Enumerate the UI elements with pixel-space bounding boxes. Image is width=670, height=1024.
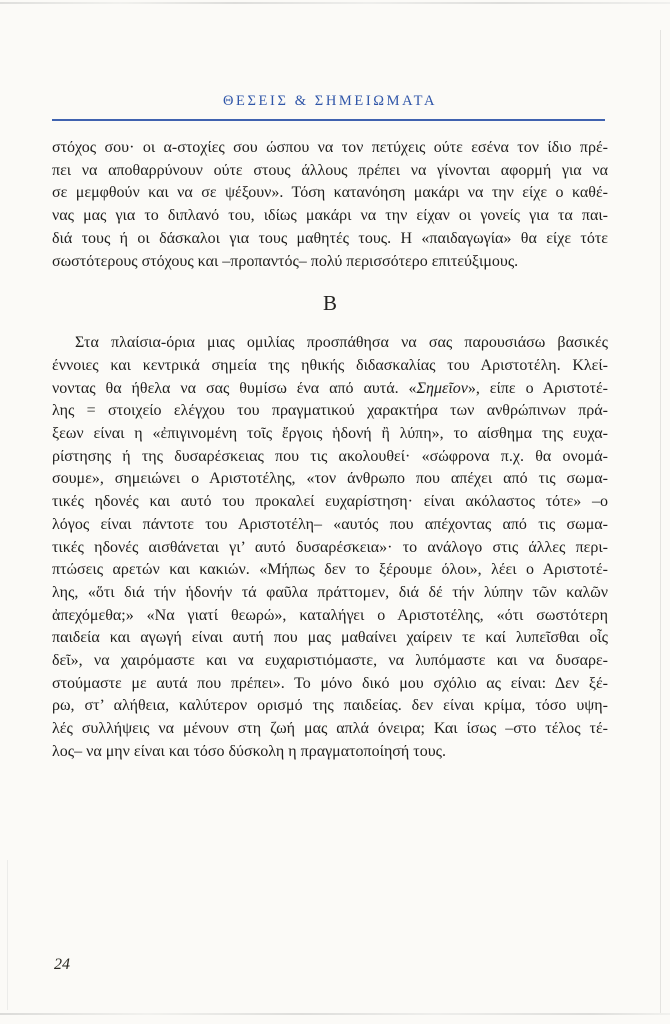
text-line: πτώσεις αρετών και κακιών. «Μήπως δεν το ξέρουμε όλοι», λέει ο Αριστοτέ- xyxy=(52,561,608,579)
text-line: ἀπεχόμεθα;» «Να γιατί θεωρώ», καταλήγει ο Αριστοτέλης, «ότι σωστότερη xyxy=(52,606,608,624)
paragraph xyxy=(52,137,608,273)
text-line: δεῖ», να χαιρόμαστε και να ευχαριστιόμαστε, να λυπόμαστε και να δυσαρε- xyxy=(52,652,608,670)
text-line: σουμε», σημειώνει ο Αριστοτέλης, «τον άνθρωπο που απέχει από τις σωμα- xyxy=(52,470,608,488)
text-line: λης = στοιχείο ελέγχου του πραγματικού χαρακτήρα των ανθρώπινων πρά- xyxy=(52,402,608,420)
text-line: στούμαστε με αυτά που πρέπει». Το μόνο δικό μου σχόλιο ας είναι: Δεν ξέ- xyxy=(52,674,608,692)
text-line: λης, «ὅτι διά τήν ἡδονήν τά φαῦλα πράττομεν, διά δέ τήν λύπην τῶν καλῶν xyxy=(52,583,608,601)
paragraph xyxy=(52,332,608,763)
text-line: τικές ηδονές και αυτό του προκαλεί ευχαρίστηση· είναι ακόλαστος τότε» –ο xyxy=(52,493,608,511)
running-header-title: ΘΕΣΕΙΣ & ΣΗΜΕΙΩΜΑΤΑ xyxy=(222,93,438,109)
text-line: λος– να μην είναι και τόσο δύσκολη η πραγματοποίησή τους. xyxy=(52,742,446,760)
text-line: παιδεία και αγωγή είναι αυτή που μας μαθαίνει χαίρειν τε καί λυπεῖσθαι οἷς xyxy=(52,629,608,647)
text-line: τικές ηδονές αισθάνεται γι’ αυτό δυσαρέσκεια»· το ανάλογο στις άλλες περι- xyxy=(52,538,608,556)
text-line: ρω, στ’ αλήθεια, καλύτερον ορισμό της παιδείας. δεν είναι κρίμα, τόσο υψη- xyxy=(52,697,608,715)
text-line: λόγος είναι πάντοτε του Αριστοτέλη– «αυτός που απέχοντας από τις σωμα- xyxy=(52,515,608,533)
page-body xyxy=(52,137,608,764)
text-line: νας μας για το διπλανό του, ιδίως μακάρι να την είχαν οι γονείς για τα παι- xyxy=(52,207,608,225)
text-line: έννοιες και κεντρικά σημεία της ηθικής διδασκαλίας του Αριστοτέλη. Κλεί- xyxy=(52,356,608,374)
header-rule xyxy=(52,119,605,121)
text-line: Στα πλαίσια-όρια μιας ομιλίας προσπάθησα να σας παρουσιάσω βασικές xyxy=(75,334,608,352)
text-line: πει να αποθαρρύνουν ούτε στους άλλους πρέπει να γίνονται αφορμή για να xyxy=(52,161,608,179)
running-header xyxy=(52,93,608,110)
text-line: σε μεμφθούν και να σε ψέξουν». Τόση κατανόηση μακάρι να την είχε ο καθέ- xyxy=(52,184,608,202)
text-line: ρίστησης ή της δυσαρέσκειας που τις ακολουθεί· «σώφρονα π.χ. θα ονομά- xyxy=(52,447,608,465)
text-line: διά τους ή οι δάσκαλοι για τους μαθητές τους. Η «παιδαγωγία» θα είχε τότε xyxy=(52,229,608,247)
scan-edge-top xyxy=(0,2,670,4)
text-line: στόχος σου· οι α-στοχίες σου ώσπου να τον πετύχεις ούτε εσένα τον ίδιο πρέ- xyxy=(52,139,608,156)
section-heading: Β xyxy=(322,291,337,316)
page-number: 24 xyxy=(54,956,70,973)
text-line: σωστότερους στόχους και –προπαντός– πολύ περισσότερο επιτεύξιμους. xyxy=(52,252,519,270)
text-line: νοντας θα ήθελα να σας θυμίσω ένα από αυτά. «Σημεῖον», είπε ο Αριστοτέ- xyxy=(52,379,608,397)
text-line: λές συλλήψεις να μένουν στη ζωή μας απλά όνειρα; Και ίσως –στο τέλος τέ- xyxy=(52,720,608,738)
scan-edge-right xyxy=(660,30,661,1013)
scan-edge-bottom xyxy=(0,1013,670,1015)
text-line: ξεων είναι η «ἐπιγινομένη τοῖς ἔργοις ἡδονή ἢ λύπη», το αίσθημα της ευχα- xyxy=(52,425,608,443)
scan-edge-left xyxy=(7,860,8,1010)
